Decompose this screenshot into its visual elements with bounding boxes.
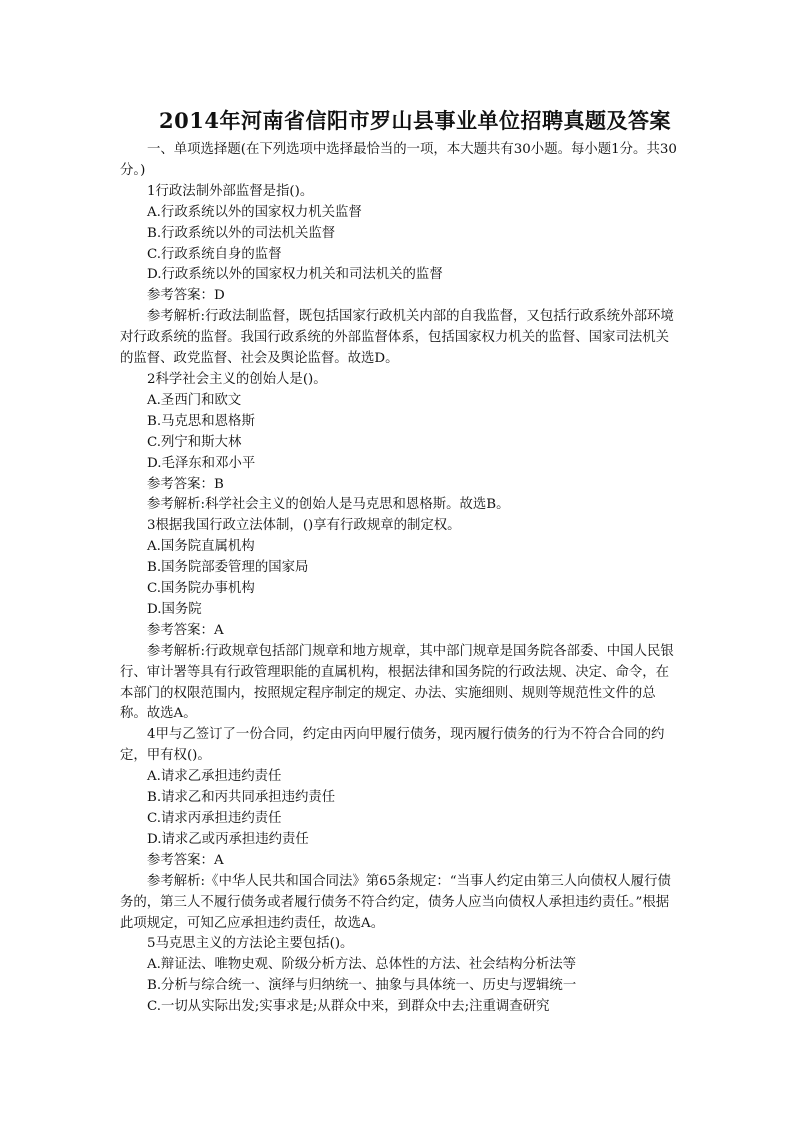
question-option: A.行政系统以外的国家权力机关监督	[147, 204, 362, 220]
question-option: D.毛泽东和邓小平	[147, 455, 256, 471]
reference-answer: 参考答案：B	[147, 476, 224, 492]
question-option: B.分析与综合统一、演绎与归纳统一、抽象与具体统一、历史与逻辑统一	[147, 978, 577, 994]
question-stem: 3根据我国行政立法体制，()享有行政规章的制定权。	[147, 518, 461, 534]
page-title: 2014年河南省信阳市罗山县事业单位招聘真题及答案	[159, 108, 671, 133]
document-body	[120, 140, 680, 1018]
answer-analysis: 参考解析:行政规章包括部门规章和地方规章，其中部门规章是国务院各部委、中国人民银行、审计署等具有行政管理职能的直属机构，根据法律和国务院的行政法规、决定、命令，在本部门的权限范围内，按照规定程序制定的规定、办法、实施细则、规则等规范性文件的总称。故选A。	[120, 643, 674, 722]
question-option: A.圣西门和欧文	[147, 392, 242, 408]
question-option: D.行政系统以外的国家权力机关和司法机关的监督	[147, 267, 443, 283]
question-stem: 2科学社会主义的创始人是()。	[147, 371, 327, 387]
answer-analysis: 参考解析:《中华人民共和国合同法》第65条规定：“当事人约定由第三人向债权人履行债务的，第三人不履行债务或者履行债务不符合约定，债务人应当向债权人承担违约责任。”根据此项规定，可知乙应承担违约责任，故选A。	[120, 873, 671, 931]
question-stem: 5马克思主义的方法论主要包括()。	[147, 936, 354, 952]
section-heading: 一、单项选择题(在下列选项中选择最恰当的一项，本大题共有30小题。每小题1分。共30分。)	[120, 142, 677, 178]
question-option: B.行政系统以外的司法机关监督	[147, 225, 336, 241]
question-stem: 1行政法制外部监督是指()。	[147, 183, 314, 199]
question-option: B.马克思和恩格斯	[147, 413, 255, 429]
reference-answer: 参考答案：A	[147, 622, 224, 638]
question-option: A.辩证法、唯物史观、阶级分析方法、总体性的方法、社会结构分析法等	[147, 957, 577, 973]
reference-answer: 参考答案：A	[147, 852, 224, 868]
question-option: C.请求丙承担违约责任	[147, 811, 282, 826]
question-option: A.国务院直属机构	[147, 539, 255, 555]
question-option: D.请求乙或丙承担违约责任	[147, 831, 309, 847]
question-option: C.列宁和斯大林	[147, 434, 242, 450]
question-option: C.国务院办事机构	[147, 581, 255, 597]
reference-answer: 参考答案：D	[147, 288, 225, 304]
question-stem: 4甲与乙签订了一份合同，约定由丙向甲履行债务，现丙履行债务的行为不符合合同的约定，甲有权()。	[120, 727, 665, 764]
answer-analysis: 参考解析:行政法制监督，既包括国家行政机关内部的自我监督，又包括行政系统外部环境对行政系统的监督。我国行政系统的外部监督体系，包括国家权力机关的监督、国家司法机关的监督、政党监督、社会及舆论监督。故选D。	[120, 309, 674, 367]
question-option: C.行政系统自身的监督	[147, 246, 282, 262]
question-option: A.请求乙承担违约责任	[147, 769, 282, 785]
question-option: B.请求乙和丙共同承担违约责任	[147, 790, 336, 806]
question-option: C.一切从实际出发;实事求是;从群众中来，到群众中去;注重调查研究	[147, 999, 550, 1015]
question-option: D.国务院	[147, 601, 202, 617]
answer-analysis: 参考解析:科学社会主义的创始人是马克思和恩格斯。故选B。	[147, 497, 510, 513]
question-option: B.国务院部委管理的国家局	[147, 560, 309, 576]
